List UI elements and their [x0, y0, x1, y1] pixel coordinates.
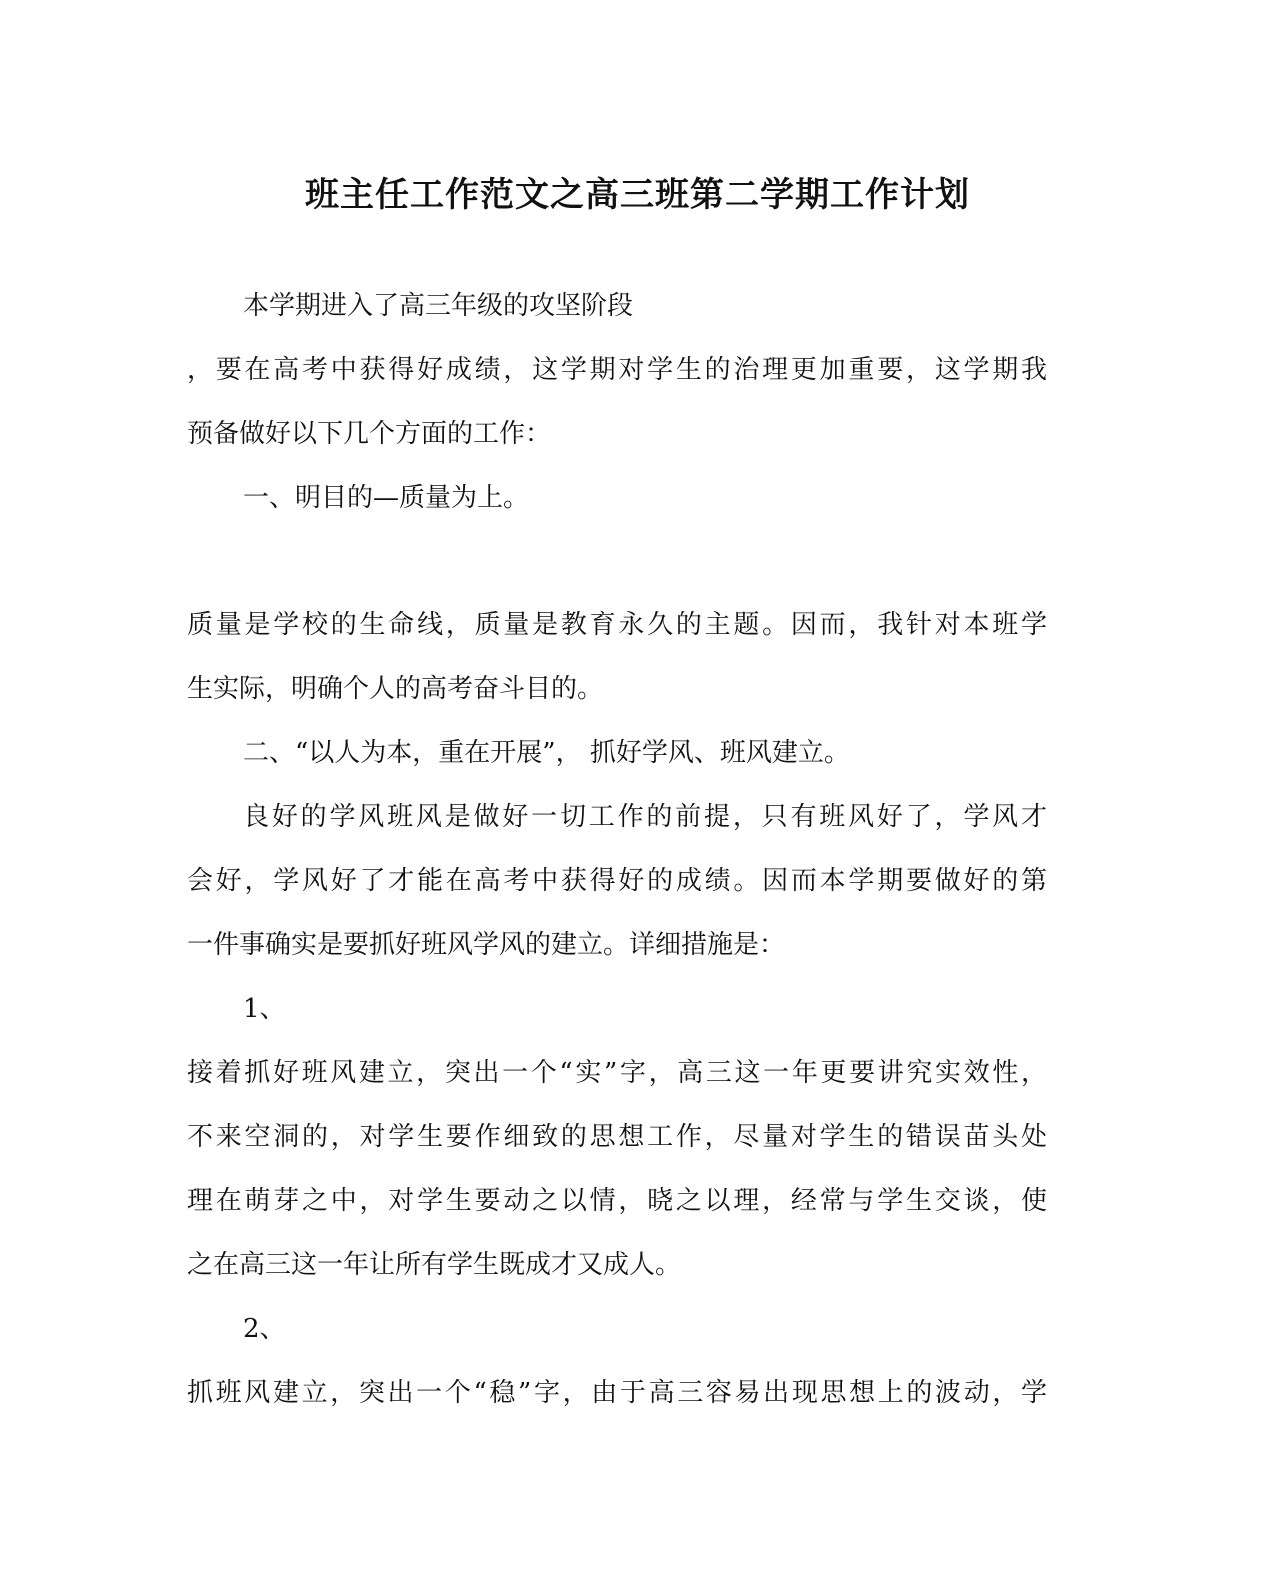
- paragraph-line: 生实际，明确个人的高考奋斗目的。: [187, 674, 604, 704]
- paragraph-line: 会好，学风好了才能在高考中获得好的成绩。因而本学期要做好的第: [187, 866, 1047, 896]
- section-heading: 二、“以人为本，重在开展”， 抓好学风、班风建立。: [243, 738, 850, 768]
- paragraph-line: 良好的学风班风是做好一切工作的前提，只有班风好了，学风才: [243, 802, 1047, 832]
- list-number: 1、: [243, 994, 286, 1024]
- paragraph-line: 接着抓好班风建立，突出一个“实”字，高三这一年更要讲究实效性，: [187, 1058, 1047, 1088]
- paragraph-line: 之在高三这一年让所有学生既成才又成人。: [187, 1250, 682, 1280]
- list-number: 2、: [243, 1314, 286, 1344]
- paragraph-line: 质量是学校的生命线，质量是教育永久的主题。因而，我针对本班学: [187, 610, 1047, 640]
- paragraph-line: ，要在高考中获得好成绩，这学期对学生的治理更加重要，这学期我: [187, 355, 1047, 385]
- paragraph-line: 不来空洞的，对学生要作细致的思想工作，尽量对学生的错误苗头处: [187, 1122, 1047, 1152]
- paragraph-line: 抓班风建立，突出一个“稳”字，由于高三容易出现思想上的波动，学: [187, 1378, 1047, 1408]
- section-heading: 一、明目的—质量为上。: [243, 483, 530, 513]
- paragraph-line: 预备做好以下几个方面的工作：: [187, 419, 552, 449]
- paragraph-line: 本学期进入了高三年级的攻坚阶段: [243, 291, 634, 321]
- document-title: 班主任工作范文之高三班第二学期工作计划: [305, 175, 970, 215]
- paragraph-line: 一件事确实是要抓好班风学风的建立。详细措施是：: [187, 930, 786, 960]
- paragraph-line: 理在萌芽之中，对学生要动之以情，晓之以理，经常与学生交谈，使: [187, 1186, 1047, 1216]
